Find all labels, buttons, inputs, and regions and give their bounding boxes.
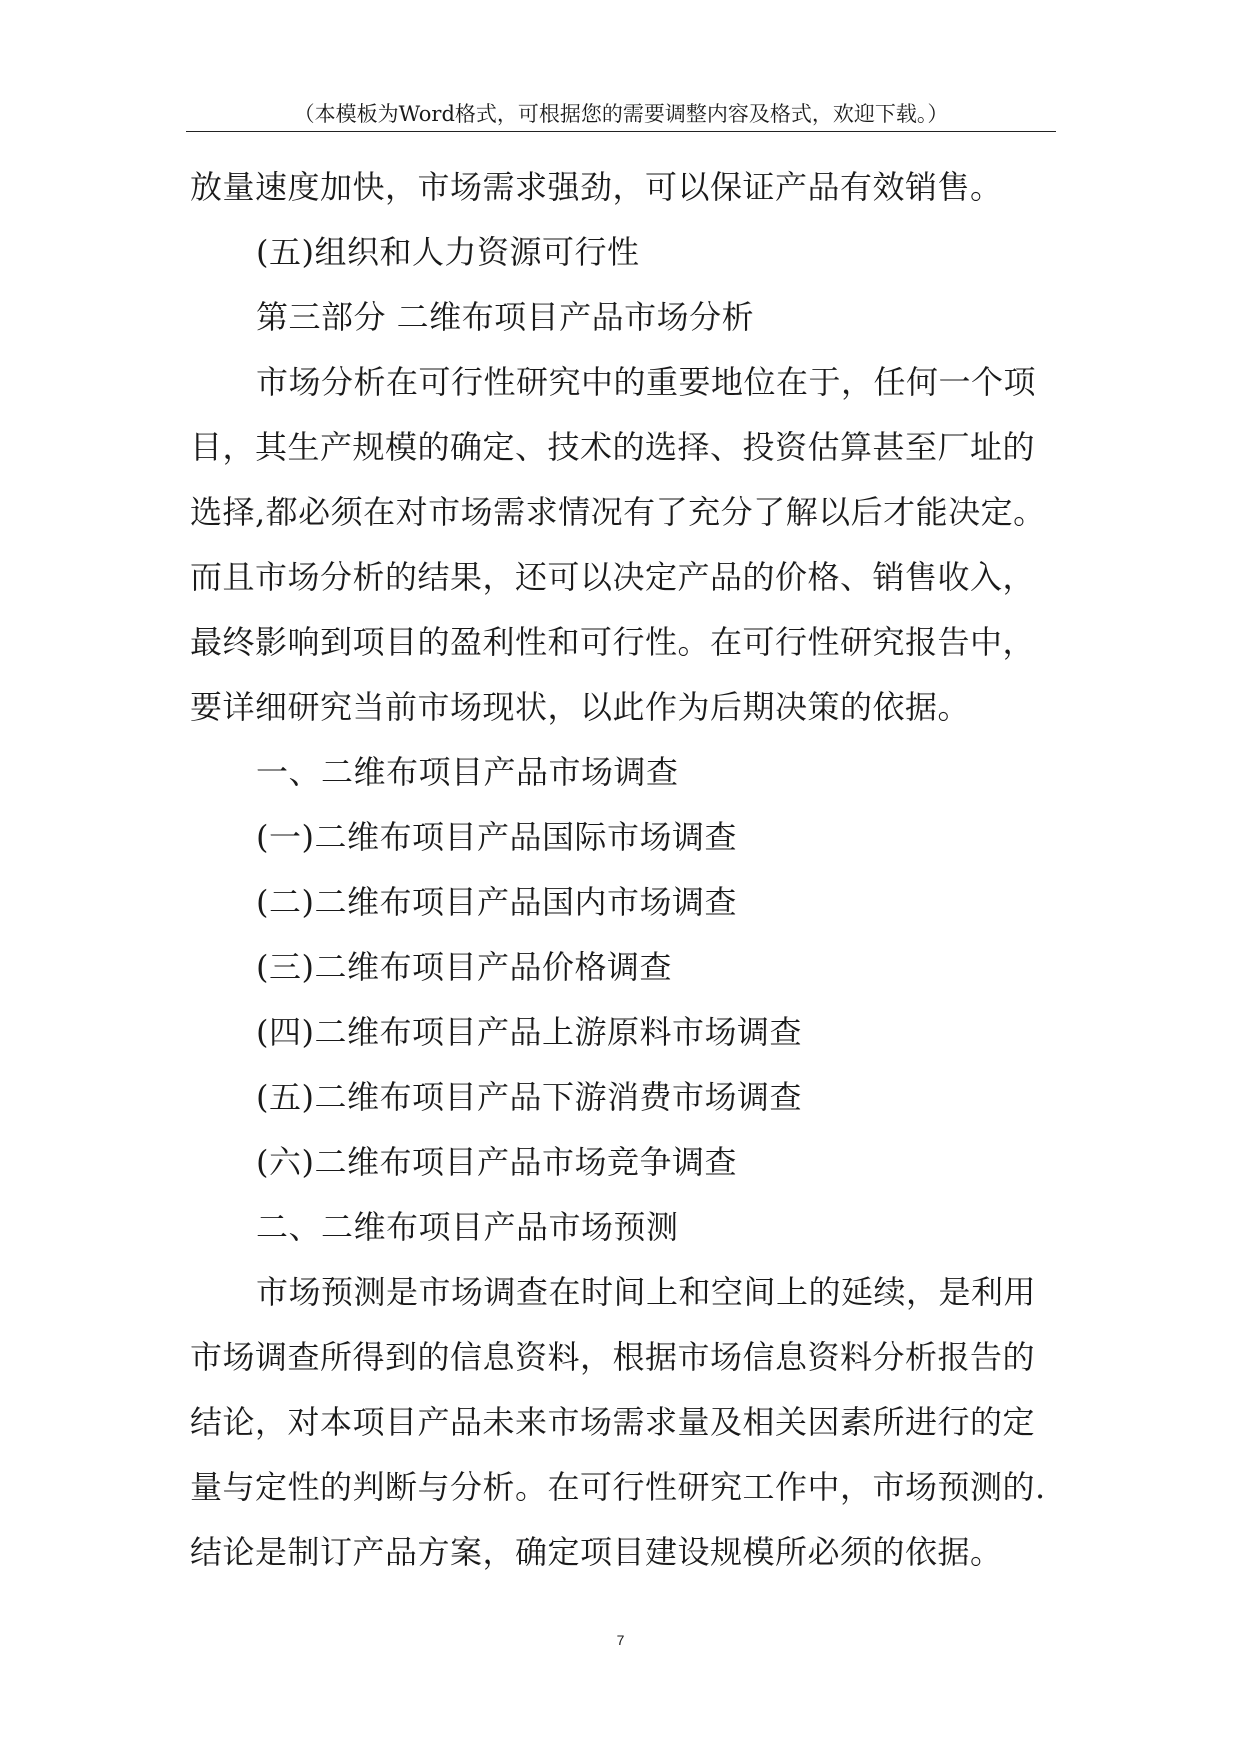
- page-body: [190, 155, 1070, 1585]
- body-line: 最终影响到项目的盈利性和可行性。在可行性研究报告中，: [190, 623, 1036, 661]
- section-heading: 一、二维布项目产品市场调查: [256, 753, 679, 791]
- body-line: 市场预测是市场调查在时间上和空间上的延续，是利用: [256, 1273, 1037, 1311]
- body-line: 放量速度加快，市场需求强劲，可以保证产品有效销售。: [190, 168, 1003, 206]
- body-line: 结论，对本项目产品未来市场需求量及相关因素所进行的定: [190, 1403, 1036, 1441]
- body-line: 而且市场分析的结果，还可以决定产品的价格、销售收入，: [190, 558, 1036, 596]
- subsection-heading: (三)二维布项目产品价格调查: [256, 948, 672, 986]
- header-divider: [186, 131, 1056, 132]
- section-heading: 二、二维布项目产品市场预测: [256, 1208, 679, 1246]
- body-line: 选择,都必须在对市场需求情况有了充分了解以后才能决定。: [190, 493, 1046, 531]
- body-line: 结论是制订产品方案，确定项目建设规模所必须的依据。: [190, 1533, 1003, 1571]
- subsection-heading: (五)二维布项目产品下游消费市场调查: [256, 1078, 802, 1116]
- body-line: 市场分析在可行性研究中的重要地位在于，任何一个项: [256, 363, 1037, 401]
- page-header: （本模板为Word格式，可根据您的需要调整内容及格式，欢迎下载。）: [293, 102, 949, 126]
- subsection-heading: (六)二维布项目产品市场竞争调查: [256, 1143, 737, 1181]
- subsection-heading: (四)二维布项目产品上游原料市场调查: [256, 1013, 802, 1051]
- section-heading: (五)组织和人力资源可行性: [256, 233, 640, 271]
- part-heading: 第三部分 二维布项目产品市场分析: [256, 298, 755, 336]
- subsection-heading: (二)二维布项目产品国内市场调查: [256, 883, 737, 921]
- body-line: 要详细研究当前市场现状，以此作为后期决策的依据。: [190, 688, 971, 726]
- body-line: 量与定性的判断与分析。在可行性研究工作中，市场预测的.: [190, 1468, 1046, 1506]
- body-line: 市场调查所得到的信息资料，根据市场信息资料分析报告的: [190, 1338, 1036, 1376]
- body-line: 目，其生产规模的确定、技术的选择、投资估算甚至厂址的: [190, 428, 1036, 466]
- subsection-heading: (一)二维布项目产品国际市场调查: [256, 818, 737, 856]
- page-number: 7: [616, 1632, 625, 1648]
